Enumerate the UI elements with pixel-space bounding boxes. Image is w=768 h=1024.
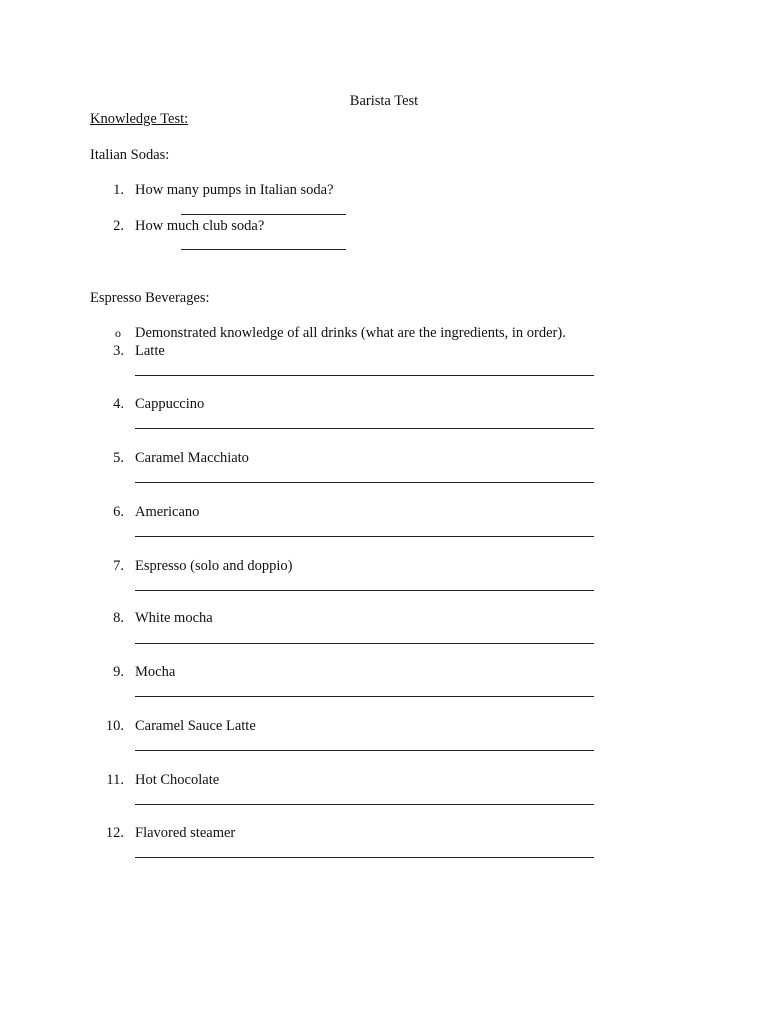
question-text: How many pumps in Italian soda? [135, 182, 334, 198]
question-text: How much club soda? [135, 218, 265, 234]
question-number: 4. [113, 396, 124, 412]
question-text: Caramel Sauce Latte [135, 718, 256, 734]
question-number: 9. [113, 664, 124, 680]
answer-line [135, 857, 594, 858]
answer-line [135, 696, 594, 697]
answer-line [135, 482, 594, 483]
question-text: Latte [135, 343, 165, 359]
answer-line [135, 750, 594, 751]
italian-sodas-heading: Italian Sodas: [90, 147, 170, 163]
question-text: Mocha [135, 664, 176, 680]
question-number: 3. [113, 343, 124, 359]
answer-line [135, 590, 594, 591]
question-number: 2. [113, 218, 124, 234]
answer-line [135, 804, 594, 805]
question-number: 10. [105, 718, 124, 734]
question-number: 12. [105, 825, 124, 841]
answer-line [135, 375, 594, 376]
bullet-marker: o [115, 326, 121, 340]
question-number: 8. [113, 610, 124, 626]
answer-line [135, 428, 594, 429]
question-text: Caramel Macchiato [135, 450, 249, 466]
question-number: 11. [106, 772, 124, 788]
question-number: 7. [113, 558, 124, 574]
answer-line [181, 214, 346, 215]
question-text: Hot Chocolate [135, 772, 220, 788]
question-text: White mocha [135, 610, 213, 626]
bullet-text: Demonstrated knowledge of all drinks (what are the ingredients, in order). [135, 325, 566, 341]
answer-line [181, 249, 346, 250]
answer-line [135, 643, 594, 644]
knowledge-test-heading: Knowledge Test: [90, 111, 189, 127]
question-text: Cappuccino [135, 396, 205, 412]
question-text: Americano [135, 504, 200, 520]
question-text: Flavored steamer [135, 825, 236, 841]
question-number: 5. [113, 450, 124, 466]
question-number: 1. [113, 182, 124, 198]
document-title: Barista Test [349, 93, 419, 109]
espresso-beverages-heading: Espresso Beverages: [90, 290, 210, 306]
question-text: Espresso (solo and doppio) [135, 558, 293, 574]
question-number: 6. [113, 504, 124, 520]
answer-line [135, 536, 594, 537]
